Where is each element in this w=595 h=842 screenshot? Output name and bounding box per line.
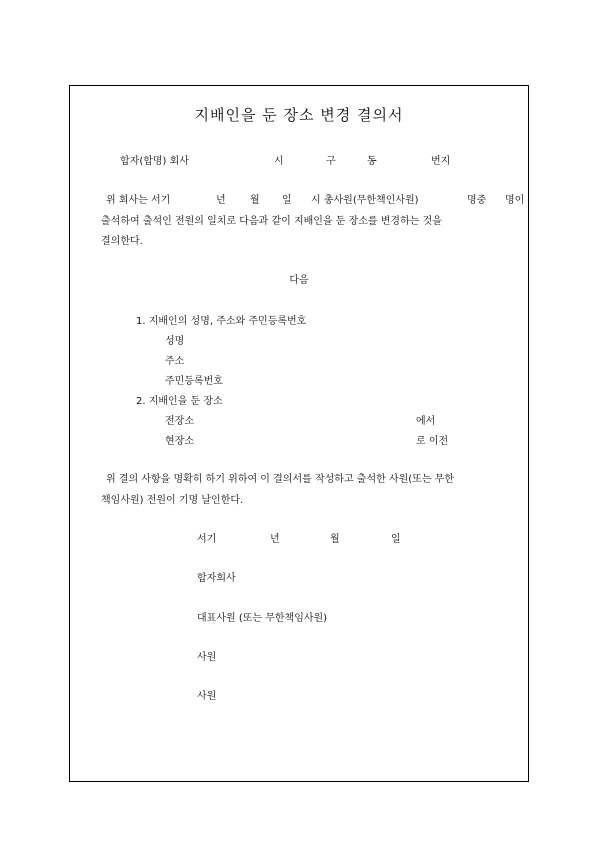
dauem-heading: 다음 bbox=[289, 275, 309, 286]
section2-curr-label: 현장소 bbox=[165, 436, 194, 447]
section1-heading: 1. 지배인의 성명, 주소와 주민등록번호 bbox=[136, 316, 307, 327]
intro-line1-c: 명중 bbox=[467, 195, 487, 206]
sig-member-2: 사원 bbox=[197, 691, 217, 702]
sig-representative: 대표사원 (또는 무한책임사원) bbox=[197, 613, 328, 624]
sig-year-prefix: 서기 bbox=[197, 534, 217, 545]
section1-name: 성명 bbox=[165, 336, 185, 347]
intro-month: 월 bbox=[250, 195, 260, 206]
intro-line3: 결의한다. bbox=[101, 236, 143, 247]
intro-line1-a: 위 회사는 서기 bbox=[106, 195, 171, 206]
closing-line2: 책임사원) 전원이 기명 날인한다. bbox=[101, 495, 244, 506]
gu-label: 구 bbox=[326, 156, 336, 167]
section2-heading: 2. 지배인을 둔 장소 bbox=[136, 396, 223, 407]
company-label: 합자(합명) 회사 bbox=[120, 156, 189, 167]
intro-year: 년 bbox=[216, 195, 226, 206]
intro-line1-d: 명이 bbox=[505, 195, 525, 206]
section2-prev-suffix: 에서 bbox=[416, 416, 436, 427]
sig-month: 월 bbox=[330, 534, 340, 545]
beonji-label: 번지 bbox=[431, 156, 451, 167]
intro-day: 일 bbox=[282, 195, 292, 206]
section1-address: 주소 bbox=[165, 356, 185, 367]
section1-rrn: 주민등록번호 bbox=[165, 376, 223, 387]
dong-label: 동 bbox=[367, 156, 377, 167]
si-label: 시 bbox=[274, 156, 284, 167]
sig-company: 합자회사 bbox=[197, 573, 236, 584]
section2-curr-suffix: 로 이전 bbox=[416, 436, 449, 447]
intro-line1-b: 시 총사원(무한책인사원) bbox=[311, 195, 419, 206]
sig-year: 년 bbox=[270, 534, 280, 545]
sig-day: 일 bbox=[391, 534, 401, 545]
section2-prev-label: 전장소 bbox=[165, 416, 194, 427]
document-title: 지배인을 둔 장소 변경 결의서 bbox=[194, 106, 404, 124]
closing-line1: 위 결의 사항을 명확히 하기 위하여 이 결의서를 작성하고 출석한 사원(또는 무한 bbox=[106, 474, 454, 485]
intro-line2: 출석하여 출석인 전원의 일치로 다음과 같이 지배인을 둔 장소를 변경하는 것을 bbox=[101, 216, 442, 227]
document-frame bbox=[69, 85, 529, 782]
sig-member-1: 사원 bbox=[197, 652, 217, 663]
